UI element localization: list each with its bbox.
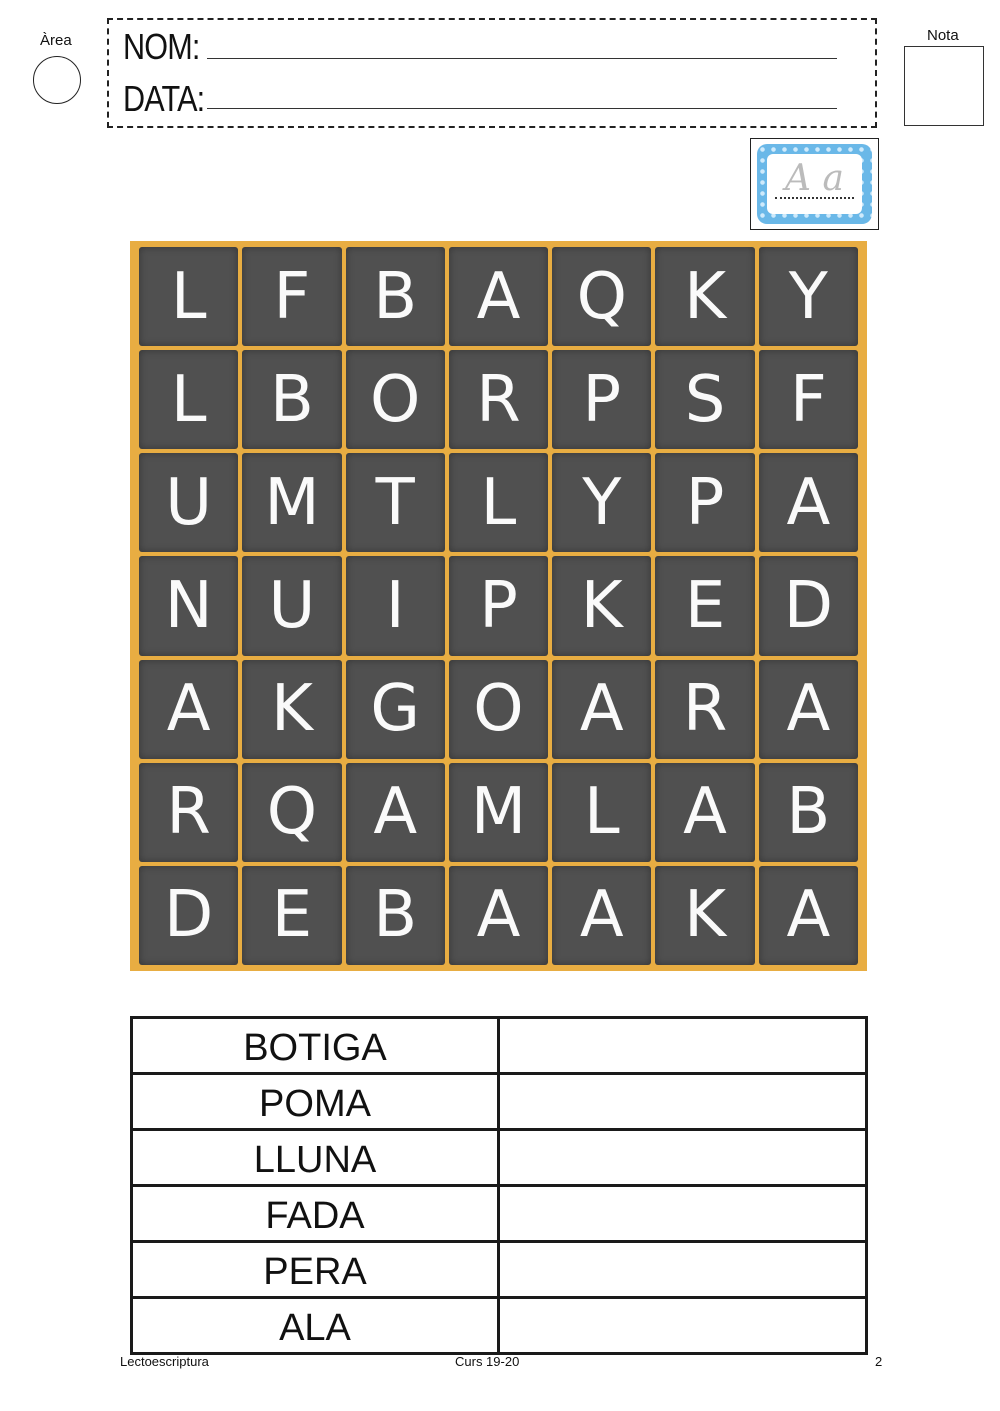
letter-tile[interactable]: O [346,350,445,449]
letter-card [757,144,872,224]
letter-tile[interactable]: A [552,866,651,965]
word-list-table [130,1016,868,1355]
letter-tile[interactable]: Y [552,453,651,552]
letter-tile[interactable]: I [346,556,445,655]
letter-tile[interactable]: B [242,350,341,449]
letter-tile[interactable]: L [139,350,238,449]
dotted-line [775,197,854,199]
nom-label: NOM: [123,26,200,67]
word-label: PERA [132,1242,499,1298]
word-row [132,1242,867,1298]
nota-label: Nota [927,27,959,44]
data-row [123,78,219,120]
nom-field[interactable] [207,58,837,59]
data-label: DATA: [123,78,205,119]
word-row [132,1074,867,1130]
nom-row [123,26,213,68]
letter-tile[interactable]: R [655,660,754,759]
letter-tile[interactable]: R [449,350,548,449]
letter-tile[interactable]: Q [552,247,651,346]
word-search-grid [130,241,867,971]
letter-tile[interactable]: K [552,556,651,655]
letter-tile[interactable]: K [655,866,754,965]
letter-tile[interactable]: T [346,453,445,552]
nota-box[interactable] [904,46,984,126]
letter-tile[interactable]: F [759,350,858,449]
letter-tile[interactable]: A [655,763,754,862]
letter-tile[interactable]: N [139,556,238,655]
word-label: BOTIGA [132,1018,499,1074]
answer-cell[interactable] [499,1186,867,1242]
letter-tile[interactable]: E [655,556,754,655]
letter-tile[interactable]: A [139,660,238,759]
word-label: LLUNA [132,1130,499,1186]
letter-card-icon [750,138,879,230]
letter-tile[interactable]: D [759,556,858,655]
letter-tile[interactable]: E [242,866,341,965]
word-row [132,1186,867,1242]
answer-cell[interactable] [499,1130,867,1186]
area-label: Àrea [40,32,72,49]
letter-tile[interactable]: A [759,453,858,552]
data-field[interactable] [207,108,837,109]
answer-cell[interactable] [499,1018,867,1074]
letter-tile[interactable]: P [655,453,754,552]
letter-tile[interactable]: M [242,453,341,552]
letter-card-text: A a [785,158,844,199]
answer-cell[interactable] [499,1074,867,1130]
letter-tile[interactable]: Y [759,247,858,346]
letter-tile[interactable]: A [346,763,445,862]
word-row [132,1130,867,1186]
letter-tile[interactable]: A [759,866,858,965]
footer-page-number: 2 [875,1354,883,1369]
answer-cell[interactable] [499,1242,867,1298]
word-row [132,1018,867,1074]
letter-tile[interactable]: S [655,350,754,449]
letter-tile[interactable]: Q [242,763,341,862]
letter-tile[interactable]: B [759,763,858,862]
letter-tile[interactable]: M [449,763,548,862]
letter-tile[interactable]: K [242,660,341,759]
letter-tile[interactable]: L [449,453,548,552]
letter-tile[interactable]: P [552,350,651,449]
letter-tile[interactable]: A [552,660,651,759]
letter-tile[interactable]: L [139,247,238,346]
letter-tile[interactable]: O [449,660,548,759]
area-circle [33,56,81,104]
letter-tile[interactable]: B [346,866,445,965]
letter-tile[interactable]: F [242,247,341,346]
letter-tile[interactable]: U [139,453,238,552]
word-label: ALA [132,1298,499,1354]
letter-tile[interactable]: K [655,247,754,346]
answer-cell[interactable] [499,1298,867,1354]
letter-tile[interactable]: A [449,247,548,346]
footer-course: Curs 19-20 [455,1354,520,1369]
footer-subject: Lectoescriptura [120,1354,209,1369]
word-label: FADA [132,1186,499,1242]
letter-tile[interactable]: A [759,660,858,759]
letter-tile[interactable]: P [449,556,548,655]
letter-tile[interactable]: B [346,247,445,346]
letter-tile[interactable]: L [552,763,651,862]
name-date-box [107,18,877,128]
word-label: POMA [132,1074,499,1130]
letter-tile[interactable]: U [242,556,341,655]
letter-tile[interactable]: D [139,866,238,965]
word-row [132,1298,867,1354]
letter-tile[interactable]: A [449,866,548,965]
letter-tile[interactable]: R [139,763,238,862]
letter-tile[interactable]: G [346,660,445,759]
